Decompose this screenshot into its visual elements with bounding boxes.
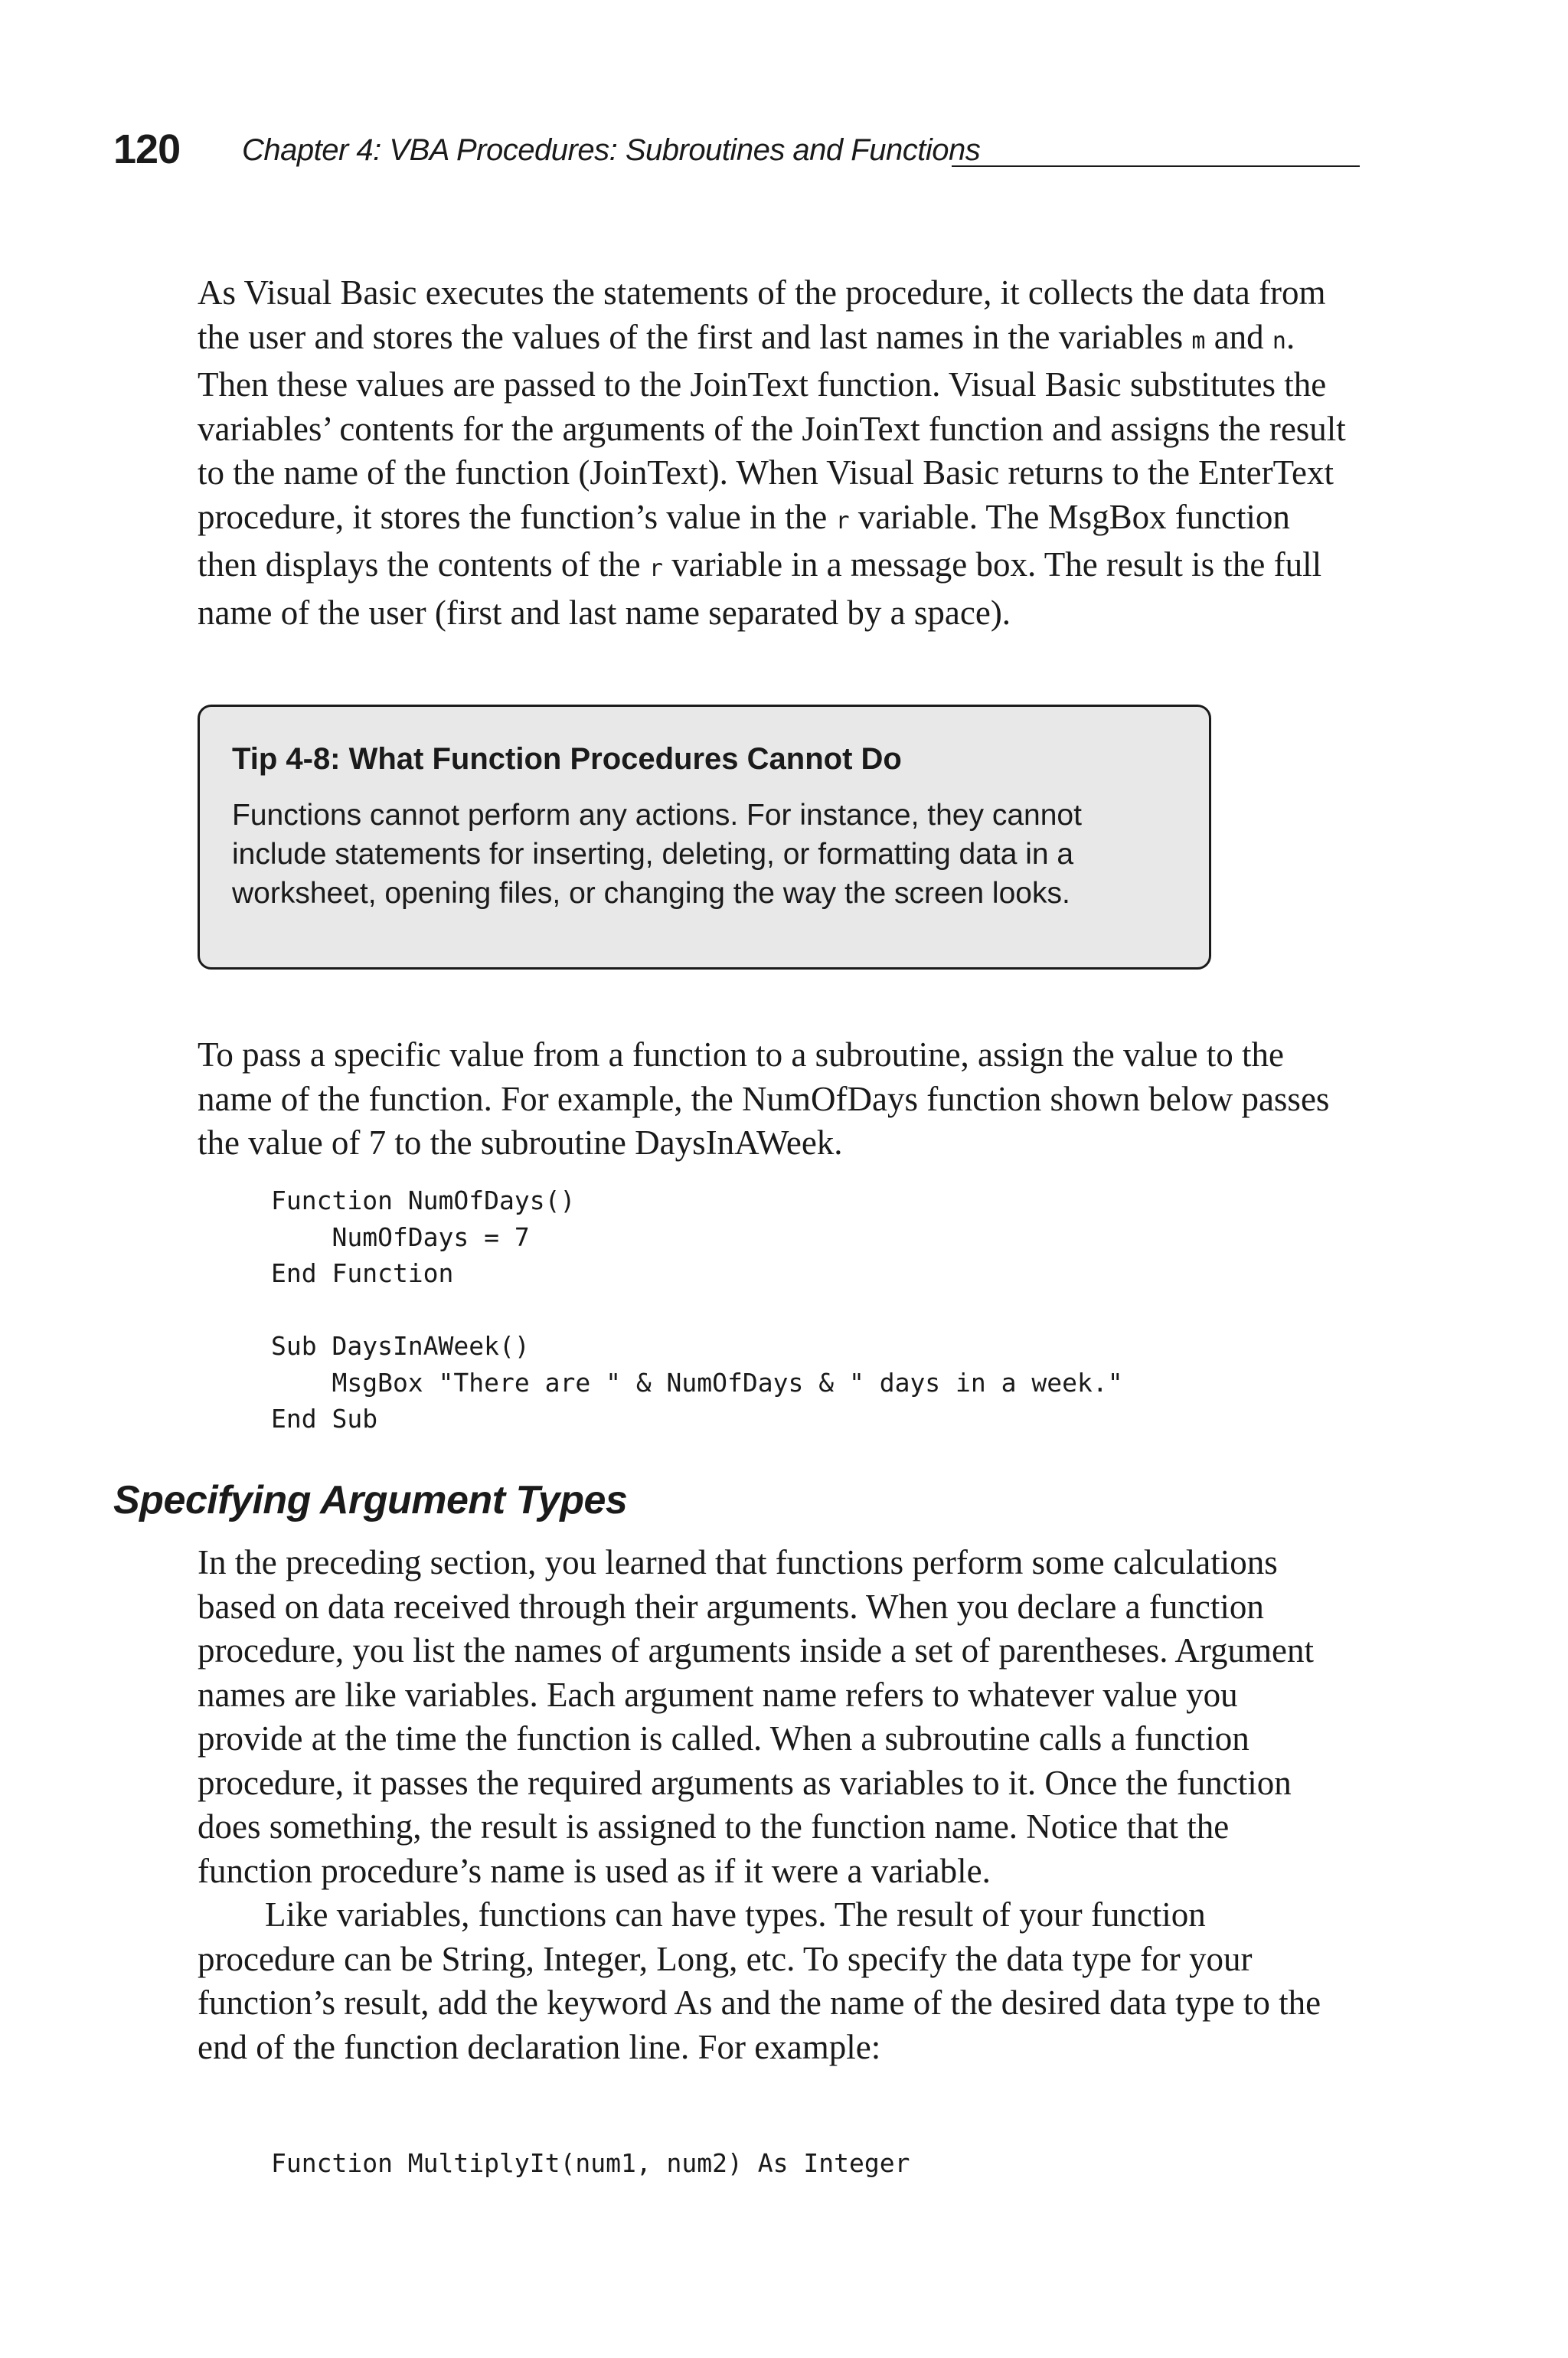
tip-text: Functions cannot perform any actions. For instance, they cannot include statements for inserting, deleting, or formatting data in a worksheet, opening files, or changing the way the screen looks.	[232, 799, 1082, 910]
intro-text-1: As Visual Basic executes the statements of the procedure, it collects the data from the user and stores the values of the first and last names in the variables	[198, 273, 1326, 356]
code-line: MsgBox "There are " & NumOfDays & " days in a week."	[271, 1367, 1123, 1398]
code-line: NumOfDays = 7	[271, 1222, 530, 1252]
intro-text-2: and	[1205, 317, 1272, 356]
running-head: Chapter 4: VBA Procedures: Subroutines and Functions	[242, 133, 981, 167]
tip-box	[198, 705, 1211, 970]
intro-text-4: variable. The MsgBox function then displays the contents of the	[198, 497, 1290, 584]
page-number: 120	[113, 126, 181, 172]
function-value-text: To pass a specific value from a function to a subroutine, assign the value to the name of the function. For example, the NumOfDays function shown below passes the value of 7 to the subroutine DaysInAWeek.	[198, 1035, 1330, 1162]
section-heading: Specifying Argument Types	[113, 1478, 628, 1522]
section-paragraph-2: Like variables, functions can have types. The result of your function procedure can be String, Integer, Long, etc. To specify the data type for your function’s result, add the keyword As and the name of the desired data type to the end of the function declaration line. For example:	[198, 1895, 1321, 2066]
variable-r: r	[648, 555, 663, 582]
variable-r: r	[835, 507, 850, 535]
intro-text-3: . Then these values are passed to the JoinText function. Visual Basic substitutes the variables’ contents for the arguments of the JoinText function and assigns the result to the name of the function (JoinText). When Visual Basic returns to the EnterText procedure, it stores the function’s value in the	[198, 317, 1346, 536]
variable-m: m	[1191, 327, 1206, 355]
section-body	[198, 1541, 1346, 2069]
code-block-numofdays	[271, 1182, 1123, 1437]
code-line: End Sub	[271, 1404, 378, 1434]
tip-title: Tip 4-8: What Function Procedures Cannot Do	[232, 742, 902, 776]
code-line	[271, 1292, 1123, 1329]
code-line: Function NumOfDays()	[271, 1186, 576, 1215]
code-line: Function MultiplyIt(num1, num2) As Integer	[271, 2148, 910, 2178]
section-paragraph-1: In the preceding section, you learned that functions perform some calculations based on data received through their arguments. When you declare a function procedure, you list the names of arguments inside a set of parentheses. Argument names are like variables. Each argument name refers to whatever value you provide at the time the function is called. When a subroutine calls a function procedure, it passes the required arguments as variables to it. Once the function does something, the result is assigned to the function name. Notice that the function procedure’s name is used as if it were a variable.	[198, 1543, 1314, 1890]
code-line: End Function	[271, 1258, 454, 1288]
variable-n: n	[1272, 327, 1286, 355]
intro-text-5: variable in a message box. The result is the full name of the user (first and last name separated by a space).	[198, 545, 1322, 632]
intro-paragraph	[198, 271, 1346, 635]
code-line: Sub DaysInAWeek()	[271, 1331, 530, 1361]
function-value-paragraph	[198, 1033, 1346, 1166]
code-block-multiplyit	[271, 2145, 910, 2182]
header-rule	[952, 165, 1360, 167]
page-header	[113, 123, 1360, 176]
